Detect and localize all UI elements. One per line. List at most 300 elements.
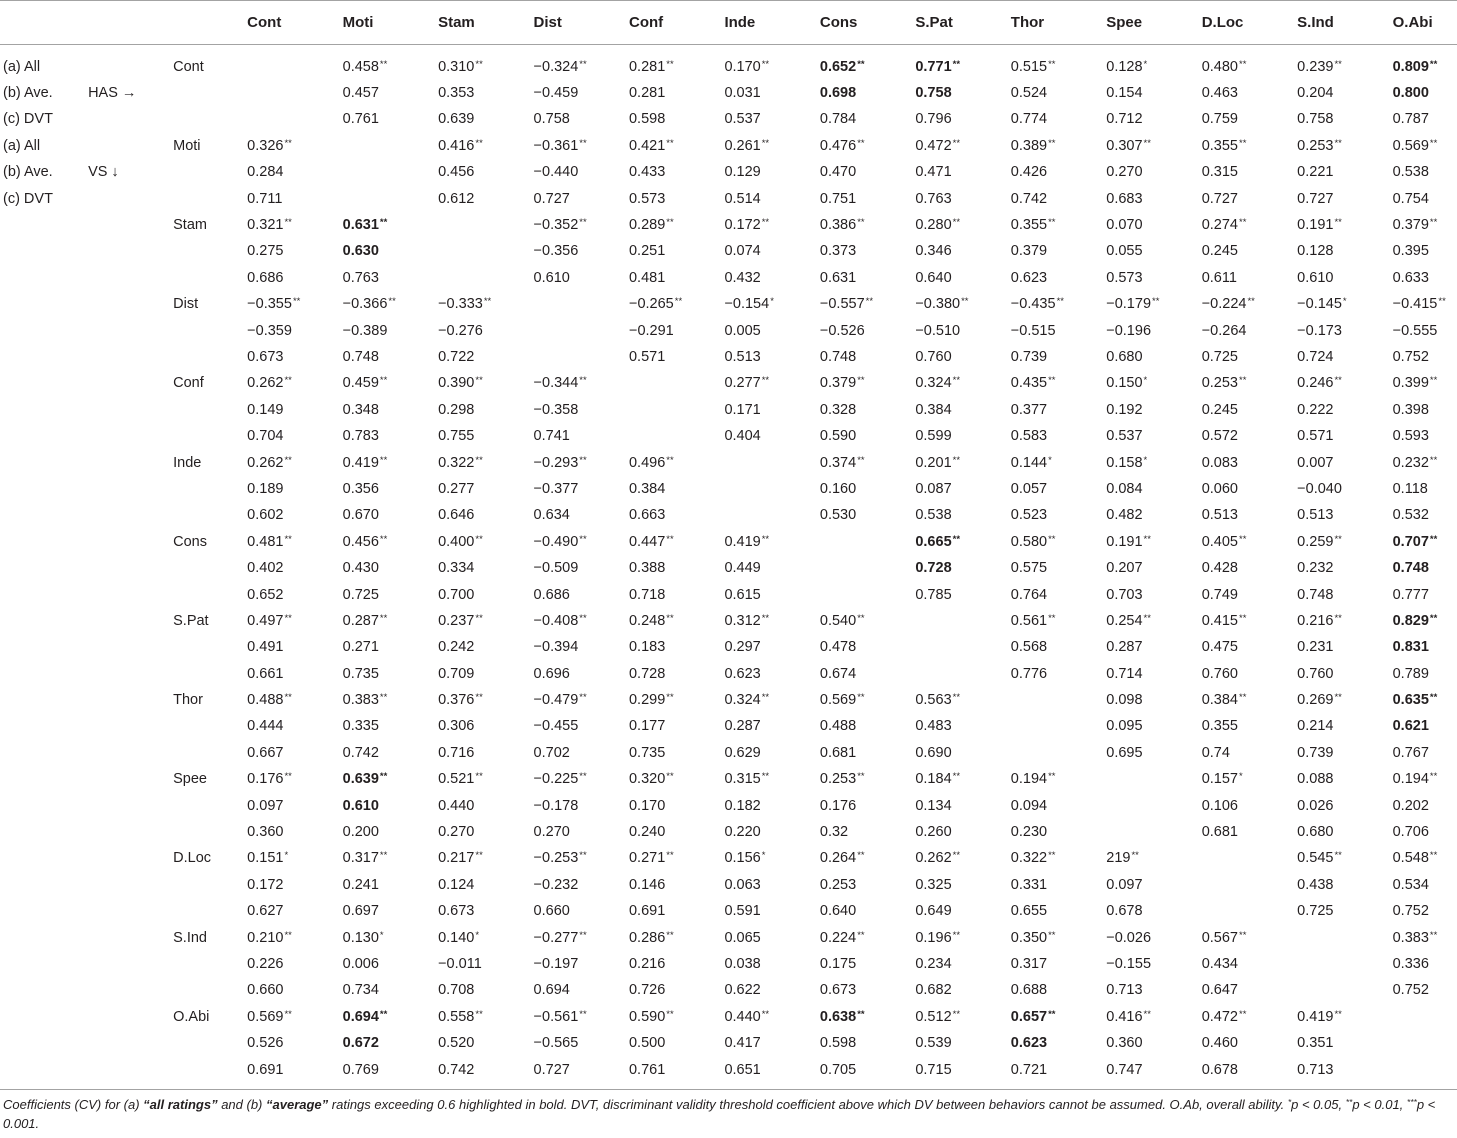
column-header-moti: Moti: [340, 1, 435, 45]
cell-thor-spat-dvt: 0.690: [915, 744, 952, 761]
cell-dloc-spee-ave: 0.097: [1106, 876, 1143, 893]
cell-spat-sind-ave: 0.231: [1297, 639, 1334, 656]
cell-moti-oabi-ave: 0.538: [1392, 164, 1429, 181]
significance-marker: **: [1048, 1008, 1056, 1020]
cell-cont-stam-ave: 0.353: [438, 85, 475, 102]
cell-sind-conf-dvt: 0.726: [628, 982, 666, 999]
cell-dist-conf-all: −0.265**: [628, 296, 683, 313]
significance-marker: **: [1152, 296, 1160, 308]
cell-sind-dloc-ave: 0.434: [1201, 955, 1238, 972]
significance-marker: **: [1429, 217, 1438, 229]
cell-dist-sind-all: −0.145*: [1297, 296, 1347, 313]
cell-oabi-inde-dvt: 0.651: [724, 1061, 761, 1078]
row-variable-label: [170, 977, 244, 1003]
table-row-moti-all: [0, 133, 1457, 159]
significance-marker: **: [666, 533, 674, 545]
direction-label: [85, 819, 170, 845]
table-row-cont-dvt: [0, 106, 1457, 132]
cell-thor-stam-dvt: 0.716: [438, 744, 475, 761]
rating-type-label: [0, 344, 85, 370]
cell-moti-dist-dvt: 0.727: [533, 190, 570, 207]
cell-dist-moti-dvt: 0.748: [342, 348, 379, 365]
cell-cont-cont-all: [244, 54, 339, 80]
cell-moti-cons-all: 0.476**: [819, 137, 865, 154]
cell-moti-thor-dvt: 0.742: [1010, 190, 1048, 207]
cell-sind-spat-dvt: 0.682: [915, 982, 952, 999]
rating-type-label: [0, 924, 85, 950]
cell-oabi-cont-dvt: 0.691: [247, 1061, 284, 1078]
significance-marker: **: [1048, 217, 1056, 229]
direction-label: [85, 1030, 170, 1056]
significance-marker: **: [1056, 296, 1064, 308]
cell-spee-inde-ave: 0.182: [724, 797, 761, 814]
cell-conf-cont-all: 0.262**: [247, 375, 292, 392]
table-row-dist-dvt: [0, 344, 1457, 370]
cell-cont-conf-dvt: 0.598: [628, 111, 666, 128]
significance-marker: **: [1429, 533, 1438, 545]
cell-inde-oabi-ave: 0.118: [1392, 480, 1428, 497]
cell-cons-dist-all: −0.490**: [533, 533, 587, 550]
rating-type-label: (a) All: [3, 137, 41, 154]
significance-marker: **: [952, 454, 961, 466]
significance-marker: *: [1239, 771, 1243, 783]
cell-cons-spee-dvt: 0.703: [1106, 586, 1143, 603]
cell-inde-sind-dvt: 0.513: [1297, 507, 1334, 524]
rating-type-label: (c) DVT: [3, 190, 53, 207]
cell-moti-stam-ave: 0.456: [438, 164, 475, 181]
cell-inde-thor-ave: 0.057: [1010, 480, 1048, 497]
cell-inde-cons-dvt: 0.530: [819, 507, 857, 524]
cell-moti-cont-ave: 0.284: [247, 164, 284, 181]
cell-thor-cons-dvt: 0.681: [819, 744, 857, 761]
significance-marker: **: [952, 1008, 961, 1020]
column-header-spee: Spee: [1103, 1, 1198, 45]
cell-conf-conf-all: [626, 370, 721, 396]
direction-label: [85, 238, 170, 264]
significance-marker: **: [1334, 533, 1342, 545]
cell-sind-spat-ave: 0.234: [915, 955, 952, 972]
significance-marker: **: [761, 771, 770, 783]
spacer-cell: [531, 1083, 626, 1090]
row-variable-label: Moti: [173, 137, 201, 154]
cell-oabi-moti-ave: 0.672: [342, 1035, 379, 1052]
cell-spat-cont-dvt: 0.661: [247, 665, 284, 682]
cell-dist-thor-dvt: 0.739: [1010, 348, 1048, 365]
cell-stam-thor-all: 0.355**: [1010, 217, 1056, 234]
cell-oabi-dist-dvt: 0.727: [533, 1061, 570, 1078]
footnote-emphasis: “all ratings”: [143, 1097, 218, 1113]
cell-dloc-dist-dvt: 0.660: [533, 903, 570, 920]
direction-label: [85, 608, 170, 634]
table-row-dist-all: [0, 291, 1457, 317]
significance-marker: **: [292, 296, 301, 308]
cell-spat-spee-all: 0.254**: [1106, 612, 1151, 629]
cell-oabi-oabi-all: [1390, 1004, 1457, 1030]
cell-moti-inde-dvt: 0.514: [724, 190, 761, 207]
cell-oabi-spee-dvt: 0.747: [1106, 1061, 1143, 1078]
cell-dloc-sind-dvt: 0.725: [1297, 903, 1334, 920]
cell-moti-moti-all: [340, 133, 435, 159]
cell-conf-cons-all: 0.379**: [819, 375, 865, 392]
cell-stam-spat-dvt: 0.640: [915, 269, 952, 286]
cell-spat-cont-all: 0.497**: [247, 612, 292, 629]
header-blank-rating-type: [0, 1, 85, 45]
cell-conf-spat-all: 0.324**: [915, 375, 961, 392]
cell-dloc-inde-all: 0.156*: [724, 850, 766, 867]
rating-type-label: (a) All: [3, 58, 41, 75]
cell-conf-inde-all: 0.277**: [724, 375, 770, 392]
significance-marker: **: [475, 692, 483, 704]
cell-moti-conf-dvt: 0.573: [628, 190, 666, 207]
row-variable-label: [170, 238, 244, 264]
cell-spee-cons-dvt: 0.32: [819, 824, 849, 841]
direction-label: [85, 740, 170, 766]
row-variable-label: [170, 898, 244, 924]
cell-moti-dloc-all: 0.355**: [1201, 137, 1247, 154]
cell-thor-cont-ave: 0.444: [247, 718, 284, 735]
cell-cont-cons-ave: 0.698: [819, 85, 857, 102]
significance-marker: **: [1429, 612, 1438, 624]
cell-dloc-inde-ave: 0.063: [724, 876, 761, 893]
cell-spee-stam-dvt: 0.270: [438, 824, 475, 841]
cell-dloc-conf-ave: 0.146: [628, 876, 666, 893]
cell-cont-spee-dvt: 0.712: [1106, 111, 1143, 128]
cell-inde-inde-dvt: [721, 502, 816, 528]
cell-spee-spee-dvt: [1103, 819, 1198, 845]
cell-sind-thor-dvt: 0.688: [1010, 982, 1048, 999]
spacer-cell: [1008, 1083, 1103, 1090]
significance-marker: **: [1429, 137, 1438, 149]
cell-stam-inde-dvt: 0.432: [724, 269, 761, 286]
rating-type-label: [0, 581, 85, 607]
cell-inde-thor-all: 0.144*: [1010, 454, 1052, 471]
significance-marker: **: [961, 296, 969, 308]
cell-dloc-thor-all: 0.322**: [1010, 850, 1056, 867]
rating-type-label: (b) Ave.: [3, 85, 53, 102]
cell-cons-cons-ave: [817, 555, 912, 581]
significance-marker: **: [379, 612, 388, 624]
cell-dloc-cont-dvt: 0.627: [247, 903, 284, 920]
column-header-thor: Thor: [1008, 1, 1103, 45]
cell-oabi-oabi-ave: [1390, 1030, 1457, 1056]
cell-spee-dloc-dvt: 0.681: [1201, 824, 1238, 841]
cell-spee-spee-ave: [1103, 792, 1198, 818]
direction-label: [85, 54, 170, 80]
row-variable-label: [170, 555, 244, 581]
cell-moti-spat-all: 0.472**: [915, 137, 961, 154]
cell-cont-dloc-ave: 0.463: [1201, 85, 1238, 102]
significance-marker: **: [761, 533, 770, 545]
footnote-text: p < 0.001.: [3, 1097, 1436, 1132]
cell-inde-sind-all: 0.007: [1297, 454, 1334, 471]
cell-cont-cont-dvt: [244, 106, 339, 132]
row-variable-label: [170, 872, 244, 898]
table-row-spee-ave: [0, 792, 1457, 818]
cell-cons-cons-all: [817, 529, 912, 555]
cell-sind-moti-all: 0.130*: [342, 929, 384, 946]
cell-sind-inde-all: 0.065: [724, 929, 761, 946]
spacer-cell: [721, 1083, 816, 1090]
significance-marker: **: [1334, 217, 1342, 229]
significance-marker: **: [666, 58, 674, 70]
column-header-conf: Conf: [626, 1, 721, 45]
significance-marker: **: [1048, 850, 1056, 862]
cell-conf-dloc-all: 0.253**: [1201, 375, 1247, 392]
cell-cont-inde-ave: 0.031: [724, 85, 761, 102]
column-header-sind: S.Ind: [1294, 1, 1389, 45]
significance-marker: **: [1048, 771, 1056, 783]
cell-cons-stam-ave: 0.334: [438, 560, 475, 577]
significance-marker: **: [761, 217, 770, 229]
spacer-cell: [1294, 45, 1389, 54]
cell-inde-stam-dvt: 0.646: [438, 507, 475, 524]
significance-marker: **: [1239, 692, 1247, 704]
cell-moti-inde-all: 0.261**: [724, 137, 770, 154]
cell-cons-oabi-dvt: 0.777: [1392, 586, 1429, 603]
cell-dist-dloc-dvt: 0.725: [1201, 348, 1238, 365]
cell-spat-spat-dvt: [912, 660, 1007, 686]
cell-dist-cont-dvt: 0.673: [247, 348, 284, 365]
significance-marker: **: [475, 137, 483, 149]
cell-thor-moti-ave: 0.335: [342, 718, 379, 735]
cell-dist-cont-all: −0.355**: [247, 296, 301, 313]
significance-marker: **: [579, 137, 587, 149]
cell-stam-spee-all: 0.070: [1106, 217, 1143, 234]
cell-spee-dloc-all: 0.157*: [1201, 771, 1243, 788]
significance-marker: **: [579, 533, 587, 545]
cell-dloc-thor-dvt: 0.655: [1010, 903, 1048, 920]
significance-marker: **: [379, 454, 388, 466]
cell-spee-oabi-ave: 0.202: [1392, 797, 1429, 814]
cell-stam-conf-ave: 0.251: [628, 243, 666, 260]
significance-marker: **: [1048, 58, 1056, 70]
direction-label: [85, 291, 170, 317]
cell-spat-thor-ave: 0.568: [1010, 639, 1048, 656]
cell-sind-stam-ave: −0.011: [438, 955, 482, 972]
cell-oabi-cont-ave: 0.526: [247, 1035, 284, 1052]
cell-inde-sind-ave: −0.040: [1297, 480, 1342, 497]
cell-cont-oabi-dvt: 0.787: [1392, 111, 1429, 128]
direction-label: [85, 133, 170, 159]
cell-sind-spee-ave: −0.155: [1106, 955, 1152, 972]
cell-spat-spat-ave: [912, 634, 1007, 660]
cell-stam-dist-all: −0.352**: [533, 217, 587, 234]
cell-inde-dloc-dvt: 0.513: [1201, 507, 1238, 524]
table-row-cons-dvt: [0, 581, 1457, 607]
cell-spat-stam-ave: 0.242: [438, 639, 475, 656]
table-row-stam-ave: [0, 238, 1457, 264]
cell-thor-cons-all: 0.569**: [819, 692, 865, 709]
direction-label: [85, 581, 170, 607]
cell-inde-stam-ave: 0.277: [438, 480, 475, 497]
footnote-emphasis: “average”: [266, 1097, 329, 1113]
cell-conf-dloc-dvt: 0.572: [1201, 428, 1238, 445]
cell-spee-stam-all: 0.521**: [438, 771, 483, 788]
direction-label: [85, 898, 170, 924]
cell-cons-thor-all: 0.580**: [1010, 533, 1056, 550]
cell-spee-inde-all: 0.315**: [724, 771, 770, 788]
cell-spee-oabi-all: 0.194**: [1392, 771, 1438, 788]
cell-dloc-moti-all: 0.317**: [342, 850, 388, 867]
spacer-cell: [1199, 1083, 1294, 1090]
cell-stam-dist-ave: −0.356: [533, 243, 579, 260]
cell-sind-oabi-ave: 0.336: [1392, 955, 1429, 972]
significance-marker: **: [857, 850, 865, 862]
cell-oabi-spat-dvt: 0.715: [915, 1061, 952, 1078]
cell-cont-oabi-ave: 0.800: [1392, 85, 1429, 102]
cell-cont-oabi-all: 0.809**: [1392, 58, 1438, 75]
cell-conf-stam-all: 0.390**: [438, 375, 483, 392]
header-blank-direction: [85, 1, 170, 45]
table-row-cons-ave: [0, 555, 1457, 581]
cell-stam-dloc-ave: 0.245: [1201, 243, 1238, 260]
cell-dist-conf-ave: −0.291: [628, 322, 674, 339]
cell-spee-conf-all: 0.320**: [628, 771, 674, 788]
spacer-cell: [531, 45, 626, 54]
cell-cons-spat-all: 0.665**: [915, 533, 961, 550]
rating-type-label: [0, 977, 85, 1003]
rating-type-label: [0, 845, 85, 871]
significance-marker: **: [1429, 850, 1438, 862]
cell-inde-spee-all: 0.158*: [1106, 454, 1148, 471]
cell-dloc-cons-ave: 0.253: [819, 876, 857, 893]
cell-spee-sind-ave: 0.026: [1297, 797, 1334, 814]
cell-thor-stam-all: 0.376**: [438, 692, 483, 709]
significance-marker: **: [579, 1008, 587, 1020]
significance-marker: **: [1334, 850, 1342, 862]
significance-marker: **: [666, 692, 674, 704]
significance-marker: **: [666, 1008, 674, 1020]
cell-spee-cont-dvt: 0.360: [247, 824, 284, 841]
cell-moti-moti-ave: [340, 159, 435, 185]
cell-oabi-moti-all: 0.694**: [342, 1008, 388, 1025]
direction-label: [85, 713, 170, 739]
footnote-text: and (b): [217, 1097, 266, 1113]
cell-moti-cont-dvt: 0.711: [247, 190, 283, 207]
significance-marker: **: [1239, 217, 1247, 229]
rating-type-label: [0, 898, 85, 924]
cell-spat-dloc-dvt: 0.760: [1201, 665, 1238, 682]
cell-spat-inde-ave: 0.297: [724, 639, 761, 656]
cell-cons-conf-dvt: 0.718: [628, 586, 666, 603]
cell-dist-stam-dvt: 0.722: [438, 348, 475, 365]
footnote-text: ratings exceeding 0.6 highlighted in bold. DVT, discriminant validity threshold coefficient above which DV between behaviors cannot be assumed. O.Ab, overall ability.: [328, 1097, 1288, 1113]
cell-sind-cont-ave: 0.226: [247, 955, 284, 972]
cell-inde-dloc-ave: 0.060: [1201, 480, 1238, 497]
cell-dist-inde-dvt: 0.513: [724, 348, 761, 365]
cell-sind-dloc-all: 0.567**: [1201, 929, 1247, 946]
cell-dist-dist-dvt: [531, 344, 626, 370]
cell-spee-moti-dvt: 0.200: [342, 824, 379, 841]
direction-label: [85, 529, 170, 555]
significance-marker: **: [1334, 612, 1342, 624]
cell-cons-thor-ave: 0.575: [1010, 560, 1048, 577]
significance-marker: *: [1342, 296, 1347, 308]
rating-type-label: [0, 1030, 85, 1056]
cell-spat-moti-ave: 0.271: [342, 639, 379, 656]
cell-oabi-oabi-dvt: [1390, 1056, 1457, 1082]
significance-marker: **: [952, 375, 961, 387]
cell-thor-spat-ave: 0.483: [915, 718, 952, 735]
significance-marker: **: [952, 929, 961, 941]
cell-spat-cons-dvt: 0.674: [819, 665, 857, 682]
cell-dloc-spat-ave: 0.325: [915, 876, 952, 893]
cell-spat-inde-all: 0.312**: [724, 612, 770, 629]
significance-marker: **: [1438, 296, 1446, 308]
cell-moti-thor-ave: 0.426: [1010, 164, 1048, 181]
cell-oabi-sind-ave: 0.351: [1297, 1035, 1334, 1052]
cell-dloc-dist-all: −0.253**: [533, 850, 587, 867]
cell-cont-dist-all: −0.324**: [533, 58, 587, 75]
cell-thor-sind-dvt: 0.739: [1297, 744, 1334, 761]
spacer-cell: [1103, 1083, 1198, 1090]
spacer-cell: [244, 1083, 339, 1090]
cell-cons-dist-dvt: 0.686: [533, 586, 570, 603]
cell-spat-dist-dvt: 0.696: [533, 665, 570, 682]
cell-moti-conf-all: 0.421**: [628, 137, 674, 154]
cell-inde-stam-all: 0.322**: [438, 454, 483, 471]
significance-marker: **: [475, 375, 483, 387]
cell-oabi-cons-dvt: 0.705: [819, 1061, 857, 1078]
cell-spee-conf-ave: 0.170: [628, 797, 666, 814]
cell-oabi-spee-all: 0.416**: [1106, 1008, 1151, 1025]
footnote-significance-marker: *: [1287, 1097, 1292, 1108]
cell-dloc-stam-all: 0.217**: [438, 850, 483, 867]
cell-cons-inde-all: 0.419**: [724, 533, 770, 550]
cell-sind-dloc-dvt: 0.647: [1201, 982, 1238, 999]
rating-type-label: [0, 951, 85, 977]
cell-thor-oabi-all: 0.635**: [1392, 692, 1438, 709]
significance-marker: **: [1048, 533, 1056, 545]
significance-marker: **: [388, 296, 396, 308]
significance-marker: **: [857, 58, 865, 70]
significance-marker: **: [666, 771, 674, 783]
cell-dist-cons-dvt: 0.748: [819, 348, 857, 365]
cell-conf-dist-ave: −0.358: [533, 401, 579, 418]
cell-dist-oabi-ave: −0.555: [1392, 322, 1438, 339]
rating-type-label: [0, 1004, 85, 1030]
rating-type-label: [0, 740, 85, 766]
significance-marker: **: [284, 929, 292, 941]
cell-thor-dist-ave: −0.455: [533, 718, 579, 735]
cell-stam-sind-all: 0.191**: [1297, 217, 1342, 234]
significance-marker: **: [952, 533, 961, 545]
spacer-cell: [0, 45, 85, 54]
cell-spat-spee-dvt: 0.714: [1106, 665, 1143, 682]
significance-marker: **: [666, 137, 674, 149]
cell-oabi-dist-ave: −0.565: [533, 1035, 579, 1052]
cell-cont-spat-ave: 0.758: [915, 85, 952, 102]
cell-stam-moti-all: 0.631**: [342, 217, 388, 234]
cell-dloc-moti-ave: 0.241: [342, 876, 379, 893]
cell-cons-cont-dvt: 0.652: [247, 586, 284, 603]
direction-label: [85, 1056, 170, 1082]
cell-dist-sind-dvt: 0.724: [1297, 348, 1334, 365]
rating-type-label: [0, 1056, 85, 1082]
cell-thor-conf-all: 0.299**: [628, 692, 674, 709]
cell-cont-conf-ave: 0.281: [628, 85, 666, 102]
significance-marker: **: [952, 771, 961, 783]
rating-type-label: [0, 476, 85, 502]
cell-spat-moti-all: 0.287**: [342, 612, 388, 629]
significance-marker: **: [761, 375, 770, 387]
cell-thor-conf-ave: 0.177: [628, 718, 666, 735]
rating-type-label: [0, 608, 85, 634]
cell-conf-sind-dvt: 0.571: [1297, 428, 1334, 445]
cell-dist-spat-dvt: 0.760: [915, 348, 952, 365]
cell-stam-moti-dvt: 0.763: [342, 269, 379, 286]
table-row-conf-dvt: [0, 423, 1457, 449]
